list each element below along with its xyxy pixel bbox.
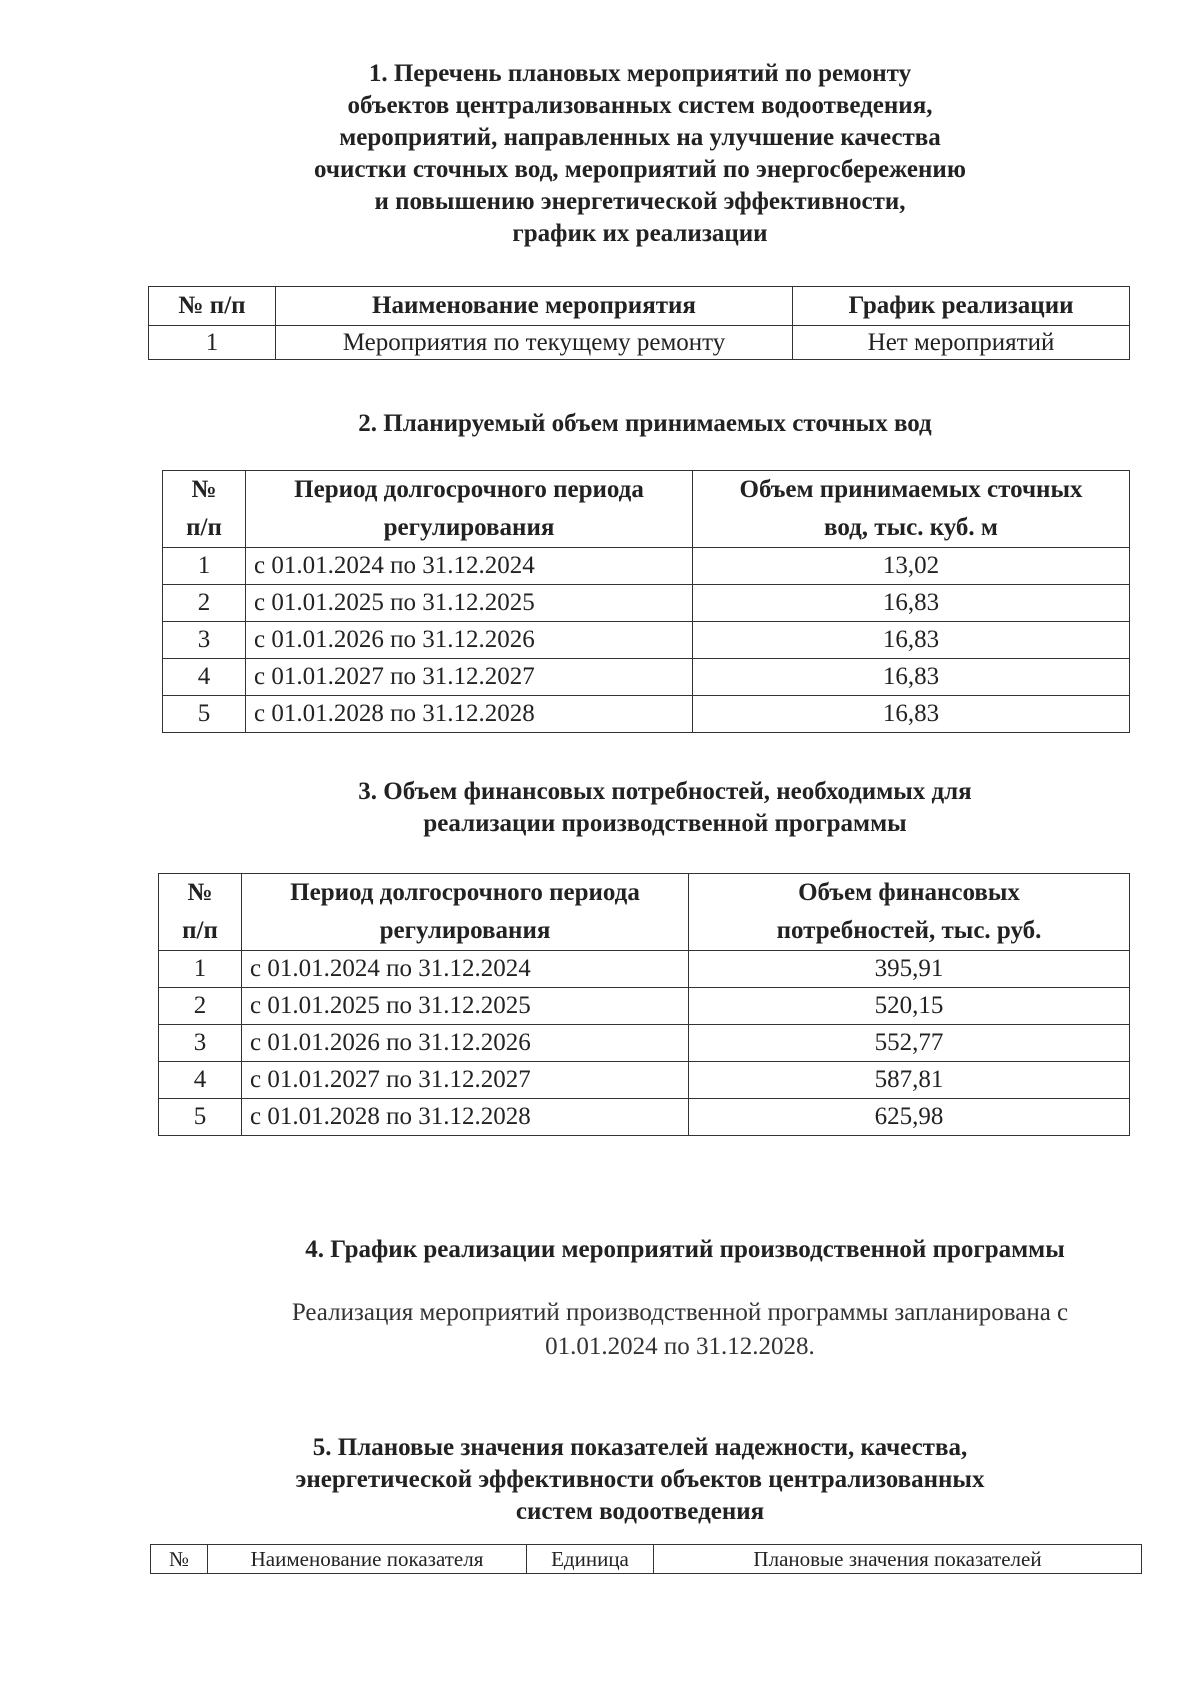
header-cell: Объем финансовых потребностей, тыс. руб. [689,874,1130,951]
amount-cell: 587,81 [689,1062,1130,1099]
header-cell: Объем принимаемых сточных вод, тыс. куб. м [693,471,1130,548]
measure-name: Мероприятия по текущему ремонту [276,326,793,360]
section1-title [270,58,1010,250]
volume-cell: 16,83 [693,622,1130,659]
measure-schedule: Нет мероприятий [793,326,1130,360]
volume-cell: 13,02 [693,548,1130,585]
title-line: 5. Плановые значения показателей надежности, качества, [312,1434,968,1461]
section4-title [230,1234,1140,1266]
title-line: очистки сточных вод, мероприятий по энергосбережению [314,156,966,183]
title-line: и повышению энергетической эффективности, [374,188,906,215]
row-number: 1 [149,326,276,360]
header-cell: Период долгосрочного периода регулирования [242,874,689,951]
table-row [159,951,1130,988]
period-cell: с 01.01.2028 по 31.12.2028 [246,696,693,733]
title-line: объектов централизованных систем водоотведения, [347,92,933,119]
title-line: энергетической эффективности объектов централизованных [295,1466,985,1493]
title-line: систем водоотведения [515,1498,765,1525]
row-number: 2 [163,585,246,622]
title-line: 1. Перечень плановых мероприятий по ремонту [368,60,912,87]
volume-cell: 16,83 [693,659,1130,696]
table-row [163,696,1130,733]
table-row [163,548,1130,585]
section3-title [270,776,1060,840]
period-cell: с 01.01.2028 по 31.12.2028 [242,1099,689,1136]
period-cell: с 01.01.2024 по 31.12.2024 [242,951,689,988]
table-row [163,585,1130,622]
title-line: 3. Объем финансовых потребностей, необходимых для [358,778,972,805]
section4-text [210,1296,1150,1364]
table-row [163,622,1130,659]
table-header-row [163,471,1130,548]
header-cell: Наименование показателя [208,1545,527,1574]
table-row [159,1099,1130,1136]
volume-cell: 16,83 [693,585,1130,622]
table-row [149,326,1130,360]
row-number: 5 [163,696,246,733]
financial-needs-table [158,873,1130,1136]
amount-cell: 552,77 [689,1025,1130,1062]
amount-cell: 520,15 [689,988,1130,1025]
header-cell: № п/п [163,471,246,548]
table-row [159,1062,1130,1099]
title-line: график их реализации [512,220,768,247]
section5-title [230,1432,1050,1528]
title-line: 2. Планируемый объем принимаемых сточных вод [358,410,932,437]
row-number: 5 [159,1099,242,1136]
amount-cell: 395,91 [689,951,1130,988]
header-cell: График реализации [793,287,1130,326]
table-row [159,1025,1130,1062]
row-number: 3 [163,622,246,659]
text-line: 01.01.2024 по 31.12.2028. [545,1333,815,1360]
table-row [163,659,1130,696]
period-cell: с 01.01.2025 по 31.12.2025 [246,585,693,622]
period-cell: с 01.01.2025 по 31.12.2025 [242,988,689,1025]
header-cell: Единица [527,1545,654,1574]
period-cell: с 01.01.2026 по 31.12.2026 [246,622,693,659]
table-header-row [159,874,1130,951]
table-header-row [149,287,1130,326]
section2-title [250,408,1040,440]
row-number: 2 [159,988,242,1025]
text-line: Реализация мероприятий производственной программы запланирована с [291,1299,1069,1326]
row-number: 1 [163,548,246,585]
amount-cell: 625,98 [689,1099,1130,1136]
volume-cell: 16,83 [693,696,1130,733]
header-cell: № п/п [149,287,276,326]
table-header-row [151,1545,1142,1574]
row-number: 3 [159,1025,242,1062]
row-number: 1 [159,951,242,988]
title-line: реализации производственной программы [423,810,907,837]
period-cell: с 01.01.2027 по 31.12.2027 [242,1062,689,1099]
header-cell: Наименование мероприятия [276,287,793,326]
measures-table [148,286,1130,360]
title-line: 4. График реализации мероприятий производственной программы [305,1236,1065,1263]
period-cell: с 01.01.2024 по 31.12.2024 [246,548,693,585]
row-number: 4 [163,659,246,696]
header-cell: № п/п [159,874,242,951]
header-cell: Период долгосрочного периода регулирования [246,471,693,548]
table-row [159,988,1130,1025]
title-line: мероприятий, направленных на улучшение качества [339,124,941,151]
indicators-table [150,1544,1142,1574]
header-cell: Плановые значения показателей [654,1545,1142,1574]
header-cell: № [151,1545,208,1574]
wastewater-volume-table [162,470,1130,733]
period-cell: с 01.01.2026 по 31.12.2026 [242,1025,689,1062]
row-number: 4 [159,1062,242,1099]
period-cell: с 01.01.2027 по 31.12.2027 [246,659,693,696]
